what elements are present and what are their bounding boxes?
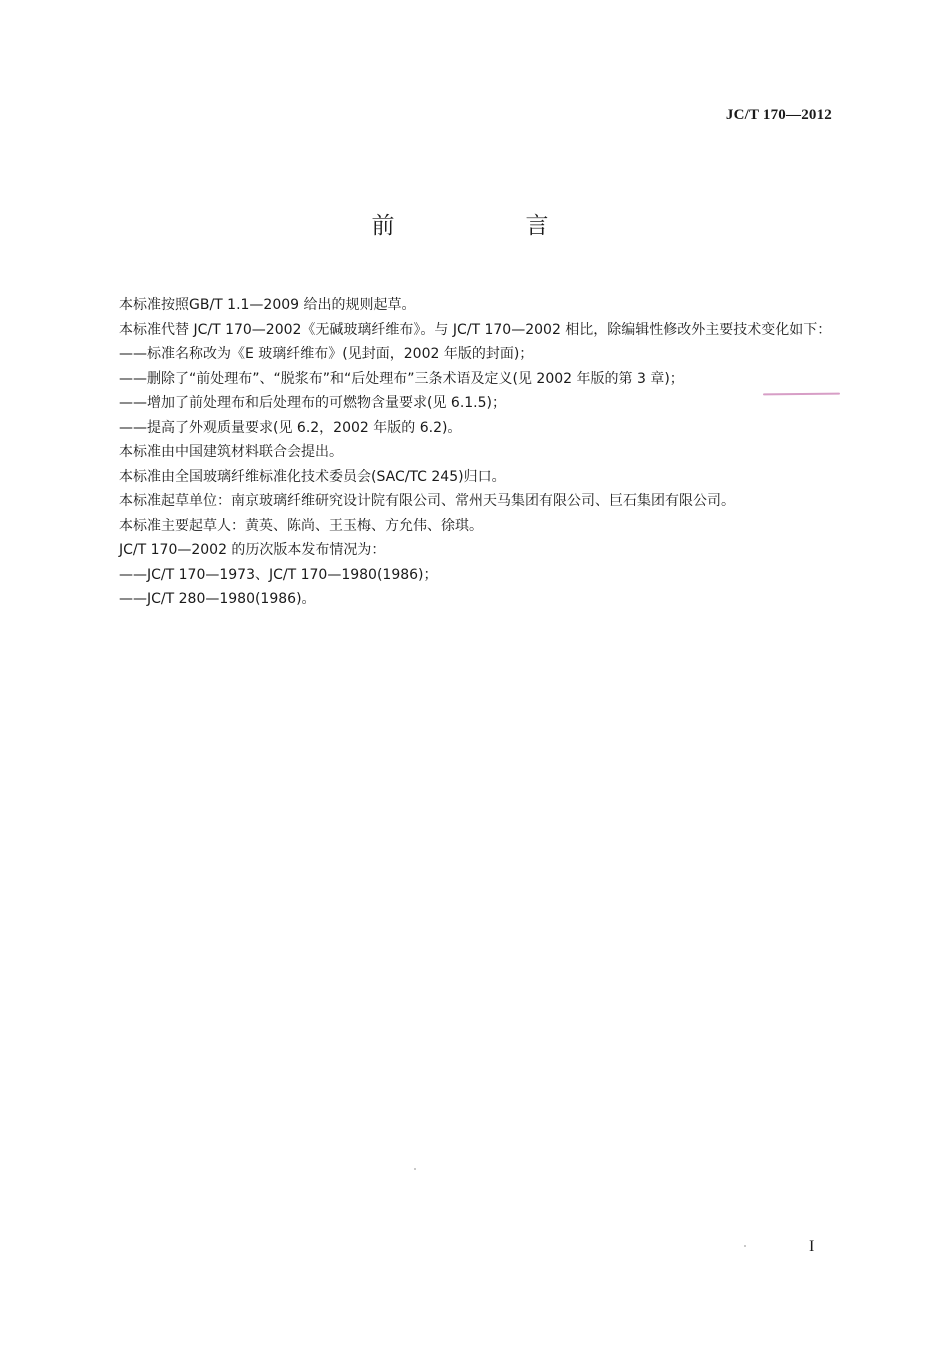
paragraph-history-intro: JC/T 170—2002 的历次版本发布情况为： — [119, 542, 386, 558]
paragraph-drafting-units: 本标准起草单位：南京玻璃纤维研究设计院有限公司、常州天马集团有限公司、巨石集团有限公司。 — [119, 493, 735, 509]
page-number: I — [809, 1238, 815, 1255]
paragraph-replacement: 本标准代替 JC/T 170—2002《无碱玻璃纤维布》。与 JC/T 170—2002 相比，除编辑性修改外主要技术变化如下： — [119, 321, 832, 338]
standard-code: JC/T 170—2012 — [725, 107, 832, 123]
change-item-3: ——增加了前处理布和后处理布的可燃物含量要求(见 6.1.5)； — [119, 395, 506, 411]
change-item-2: ——删除了“前处理布”、“脱浆布”和“后处理布”三条术语及定义(见 2002 年版的第 3 章)； — [119, 370, 684, 387]
page-title: 前 言 — [371, 213, 603, 239]
paragraph-committee: 本标准由全国玻璃纤维标准化技术委员会(SAC/TC 245)归口。 — [119, 468, 506, 485]
change-item-1: ——标准名称改为《E 玻璃纤维布》(见封面，2002 年版的封面)； — [119, 346, 534, 362]
change-item-4: ——提高了外观质量要求(见 6.2，2002 年版的 6.2)。 — [119, 419, 462, 436]
scan-speck — [744, 1245, 746, 1247]
paragraph-drafting-rules: 本标准按照GB/T 1.1—2009 给出的规则起草。 — [119, 297, 416, 313]
history-item-1: ——JC/T 170—1973、JC/T 170—1980(1986)； — [119, 566, 438, 583]
paragraph-proposer: 本标准由中国建筑材料联合会提出。 — [119, 444, 343, 460]
foreword-body — [86, 293, 846, 612]
history-item-2: ——JC/T 280—1980(1986)。 — [119, 591, 316, 607]
paragraph-drafters: 本标准主要起草人：黄英、陈尚、王玉梅、方允伟、徐琪。 — [119, 517, 483, 534]
scan-speck — [414, 1168, 416, 1170]
